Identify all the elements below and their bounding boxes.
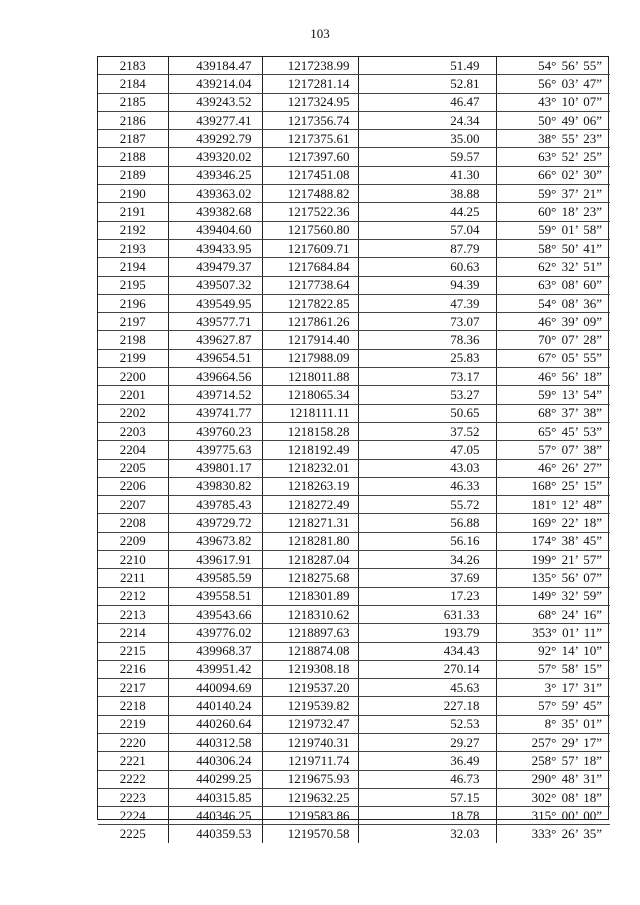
table-row (98, 624, 610, 642)
distance-cell: 25.83 (358, 349, 496, 367)
x-coordinate-cell: 439507.32 (168, 276, 262, 294)
point-number-cell: 2217 (98, 679, 168, 697)
x-coordinate-cell: 439673.82 (168, 532, 262, 550)
table-row (98, 788, 610, 806)
bearing-cell: 3° 17’ 31” (496, 679, 610, 697)
point-number-cell: 2185 (98, 93, 168, 111)
distance-cell: 631.33 (358, 605, 496, 623)
y-coordinate-cell: 1218281.80 (262, 532, 358, 550)
distance-cell: 78.36 (358, 331, 496, 349)
y-coordinate-cell: 1219537.20 (262, 679, 358, 697)
table-row (98, 349, 610, 367)
table-row (98, 75, 610, 93)
x-coordinate-cell: 440094.69 (168, 679, 262, 697)
distance-cell: 59.57 (358, 148, 496, 166)
y-coordinate-cell: 1217560.80 (262, 221, 358, 239)
y-coordinate-cell: 1218065.34 (262, 386, 358, 404)
distance-cell: 87.79 (358, 239, 496, 257)
table-row (98, 770, 610, 788)
y-coordinate-cell: 1218263.19 (262, 477, 358, 495)
bearing-cell: 66° 02’ 30” (496, 166, 610, 184)
bearing-cell: 68° 37’ 38” (496, 404, 610, 422)
bearing-cell: 60° 18’ 23” (496, 203, 610, 221)
x-coordinate-cell: 439585.59 (168, 569, 262, 587)
distance-cell: 56.16 (358, 532, 496, 550)
point-number-cell: 2204 (98, 441, 168, 459)
table-row (98, 697, 610, 715)
distance-cell: 51.49 (358, 57, 496, 75)
bearing-cell: 333° 26’ 35” (531, 826, 602, 842)
distance-cell: 18.78 (358, 807, 496, 825)
distance-cell: 47.05 (358, 441, 496, 459)
x-coordinate-cell: 440312.58 (168, 733, 262, 751)
x-coordinate-cell: 439577.71 (168, 313, 262, 331)
x-coordinate-cell: 439654.51 (168, 349, 262, 367)
bearing-cell: 199° 21’ 57” (496, 551, 610, 569)
table-row (98, 276, 610, 294)
table-row (98, 514, 610, 532)
bearing-cell: 54° 56’ 55” (496, 57, 610, 75)
point-number-cell: 2206 (98, 477, 168, 495)
bearing-cell: 63° 52’ 25” (496, 148, 610, 166)
bearing-cell: 63° 08’ 60” (496, 276, 610, 294)
x-coordinate-cell: 439775.63 (168, 441, 262, 459)
x-coordinate-cell: 439320.02 (168, 148, 262, 166)
bearing-cell: 257° 29’ 17” (496, 733, 610, 751)
point-number-cell: 2187 (98, 130, 168, 148)
bearing-cell: 169° 22’ 18” (496, 514, 610, 532)
y-coordinate-cell: 1217914.40 (262, 331, 358, 349)
distance-cell: 24.34 (358, 111, 496, 129)
point-number-cell: 2192 (98, 221, 168, 239)
point-number-cell: 2207 (98, 496, 168, 514)
x-coordinate-cell: 440299.25 (168, 770, 262, 788)
table-row (98, 239, 610, 257)
distance-cell: 46.47 (358, 93, 496, 111)
point-number-cell: 2224 (98, 807, 168, 825)
bearing-cell: 57° 59’ 45” (496, 697, 610, 715)
bearing-cell: 56° 03’ 47” (496, 75, 610, 93)
table-row (98, 422, 610, 440)
table-row (98, 404, 610, 422)
point-number-cell: 2184 (98, 75, 168, 93)
distance-cell: 56.88 (358, 514, 496, 532)
x-coordinate-cell: 439184.47 (168, 57, 262, 75)
y-coordinate-cell: 1218192.49 (262, 441, 358, 459)
y-coordinate-cell: 1219711.74 (262, 752, 358, 770)
distance-cell: 57.04 (358, 221, 496, 239)
point-number-cell: 2198 (98, 331, 168, 349)
distance-cell: 55.72 (358, 496, 496, 514)
bearing-cell: 70° 07’ 28” (496, 331, 610, 349)
x-coordinate-cell: 439627.87 (168, 331, 262, 349)
y-coordinate-cell: 1219570.58 (262, 825, 358, 843)
point-number-cell: 2200 (98, 368, 168, 386)
y-coordinate-cell: 1217451.08 (262, 166, 358, 184)
bearing-cell: 92° 14’ 10” (496, 642, 610, 660)
table-row (98, 532, 610, 550)
x-coordinate-cell: 439729.72 (168, 514, 262, 532)
point-number-cell: 2214 (98, 624, 168, 642)
table-row (98, 368, 610, 386)
bearing-cell: 315° 00’ 00” (496, 807, 610, 825)
bearing-cell: 59° 01’ 58” (496, 221, 610, 239)
x-coordinate-cell: 439951.42 (168, 660, 262, 678)
bearing-cell: 135° 56’ 07” (496, 569, 610, 587)
distance-cell: 41.30 (358, 166, 496, 184)
x-coordinate-cell: 440346.25 (168, 807, 262, 825)
y-coordinate-cell: 1217738.64 (262, 276, 358, 294)
bearing-cell: 258° 57’ 18” (496, 752, 610, 770)
bearing-cell: 8° 35’ 01” (496, 715, 610, 733)
distance-cell: 34.26 (358, 551, 496, 569)
table-row (98, 605, 610, 623)
bearing-cell: 353° 01’ 11” (496, 624, 610, 642)
bearing-cell: 50° 49’ 06” (496, 111, 610, 129)
point-number-cell: 2222 (98, 770, 168, 788)
bearing-cell: 54° 08’ 36” (496, 294, 610, 312)
y-coordinate-cell: 1217822.85 (262, 294, 358, 312)
y-coordinate-cell: 1219732.47 (262, 715, 358, 733)
distance-cell: 94.39 (358, 276, 496, 294)
bearing-cell: 58° 50’ 41” (496, 239, 610, 257)
x-coordinate-cell: 439617.91 (168, 551, 262, 569)
point-number-cell: 2196 (98, 294, 168, 312)
bearing-cell: 174° 38’ 45” (496, 532, 610, 550)
table-row (98, 57, 610, 75)
x-coordinate-cell: 439549.95 (168, 294, 262, 312)
table-row (98, 331, 610, 349)
y-coordinate-cell: 1219740.31 (262, 733, 358, 751)
y-coordinate-cell: 1219632.25 (262, 788, 358, 806)
y-coordinate-cell: 1218158.28 (262, 422, 358, 440)
x-coordinate-cell: 439558.51 (168, 587, 262, 605)
point-number-cell: 2205 (98, 459, 168, 477)
x-coordinate-cell: 439801.17 (168, 459, 262, 477)
table-row (98, 294, 610, 312)
distance-cell: 46.73 (358, 770, 496, 788)
distance-cell: 46.33 (358, 477, 496, 495)
bearing-cell: 38° 55’ 23” (496, 130, 610, 148)
y-coordinate-cell: 1218275.68 (262, 569, 358, 587)
y-coordinate-cell: 1217375.61 (262, 130, 358, 148)
table-row (98, 441, 610, 459)
table-row (98, 587, 610, 605)
bearing-cell: 181° 12’ 48” (496, 496, 610, 514)
x-coordinate-cell: 439382.68 (168, 203, 262, 221)
table-row (98, 660, 610, 678)
table-row (98, 715, 610, 733)
y-coordinate-cell: 1218271.31 (262, 514, 358, 532)
point-number-cell: 2216 (98, 660, 168, 678)
x-coordinate-cell: 440359.53 (168, 825, 262, 843)
bearing-cell: 43° 10’ 07” (496, 93, 610, 111)
x-coordinate-cell: 439479.37 (168, 258, 262, 276)
x-coordinate-cell: 439543.66 (168, 605, 262, 623)
distance-cell: 37.52 (358, 422, 496, 440)
bearing-cell: 46° 56’ 18” (496, 368, 610, 386)
bearing-cell: 290° 48’ 31” (496, 770, 610, 788)
point-number-cell: 2220 (98, 733, 168, 751)
distance-cell: 29.27 (358, 733, 496, 751)
table-row (98, 221, 610, 239)
y-coordinate-cell: 1219583.86 (262, 807, 358, 825)
point-number-cell: 2197 (98, 313, 168, 331)
x-coordinate-cell: 439433.95 (168, 239, 262, 257)
y-coordinate-cell: 1217684.84 (262, 258, 358, 276)
point-number-cell: 2186 (98, 111, 168, 129)
table-row (98, 313, 610, 331)
table-row (98, 642, 610, 660)
bearing-cell: 68° 24’ 16” (496, 605, 610, 623)
bearing-cell: 62° 32’ 51” (496, 258, 610, 276)
bearing-cell: 149° 32’ 59” (496, 587, 610, 605)
x-coordinate-cell: 439243.52 (168, 93, 262, 111)
point-number-cell: 2190 (98, 185, 168, 203)
distance-cell: 45.63 (358, 679, 496, 697)
y-coordinate-cell: 1218301.89 (262, 587, 358, 605)
point-number-cell: 2191 (98, 203, 168, 221)
table-row (98, 459, 610, 477)
x-coordinate-cell: 439363.02 (168, 185, 262, 203)
point-number-cell: 2211 (98, 569, 168, 587)
bearing-cell: 67° 05’ 55” (496, 349, 610, 367)
point-number-cell: 2218 (98, 697, 168, 715)
table-body (98, 57, 610, 843)
distance-cell: 73.17 (358, 368, 496, 386)
point-number-cell: 2183 (98, 57, 168, 75)
bearing-cell: 59° 13’ 54” (496, 386, 610, 404)
distance-cell: 50.65 (358, 404, 496, 422)
table-row (98, 148, 610, 166)
table-row (98, 185, 610, 203)
distance-cell: 38.88 (358, 185, 496, 203)
table-row (98, 569, 610, 587)
y-coordinate-cell: 1218897.63 (262, 624, 358, 642)
point-number-cell: 2221 (98, 752, 168, 770)
point-number-cell: 2194 (98, 258, 168, 276)
table-row (98, 166, 610, 184)
table-row (98, 93, 610, 111)
x-coordinate-cell: 439968.37 (168, 642, 262, 660)
bearing-cell: 57° 07’ 38” (496, 441, 610, 459)
table-row (98, 477, 610, 495)
table-row (98, 825, 610, 843)
y-coordinate-cell: 1219675.93 (262, 770, 358, 788)
distance-cell: 32.03 (358, 825, 496, 843)
y-coordinate-cell: 1217988.09 (262, 349, 358, 367)
x-coordinate-cell: 439741.77 (168, 404, 262, 422)
point-number-cell: 2203 (98, 422, 168, 440)
x-coordinate-cell: 439214.04 (168, 75, 262, 93)
distance-cell: 73.07 (358, 313, 496, 331)
y-coordinate-cell: 1217356.74 (262, 111, 358, 129)
y-coordinate-cell: 1217281.14 (262, 75, 358, 93)
table-row (98, 551, 610, 569)
y-coordinate-cell: 1218011.88 (262, 368, 358, 386)
distance-cell: 35.00 (358, 130, 496, 148)
table-row (98, 496, 610, 514)
y-coordinate-cell: 1218111.11 (262, 404, 358, 422)
distance-cell: 43.03 (358, 459, 496, 477)
y-coordinate-cell: 1217522.36 (262, 203, 358, 221)
x-coordinate-cell: 439785.43 (168, 496, 262, 514)
x-coordinate-cell: 439346.25 (168, 166, 262, 184)
table-row (98, 203, 610, 221)
x-coordinate-cell: 439714.52 (168, 386, 262, 404)
bearing-cell: 57° 58’ 15” (496, 660, 610, 678)
point-number-cell: 2195 (98, 276, 168, 294)
x-coordinate-cell: 439664.56 (168, 368, 262, 386)
bearing-cell: 302° 08’ 18” (496, 788, 610, 806)
y-coordinate-cell: 1217238.99 (262, 57, 358, 75)
coordinates-table-frame (97, 56, 609, 842)
bearing-cell: 46° 26’ 27” (496, 459, 610, 477)
point-number-cell: 2219 (98, 715, 168, 733)
distance-cell: 37.69 (358, 569, 496, 587)
x-coordinate-cell: 439830.82 (168, 477, 262, 495)
y-coordinate-cell: 1217609.71 (262, 239, 358, 257)
y-coordinate-cell: 1217488.82 (262, 185, 358, 203)
distance-cell: 52.53 (358, 715, 496, 733)
table-row (98, 258, 610, 276)
point-number-cell: 2188 (98, 148, 168, 166)
point-number-cell: 2189 (98, 166, 168, 184)
distance-cell: 60.63 (358, 258, 496, 276)
bearing-cell: 46° 39’ 09” (496, 313, 610, 331)
distance-cell: 44.25 (358, 203, 496, 221)
x-coordinate-cell: 439277.41 (168, 111, 262, 129)
x-coordinate-cell: 439292.79 (168, 130, 262, 148)
point-number-cell: 2225 (98, 825, 168, 843)
point-number-cell: 2210 (98, 551, 168, 569)
point-number-cell: 2199 (98, 349, 168, 367)
point-number-cell: 2212 (98, 587, 168, 605)
point-number-cell: 2209 (98, 532, 168, 550)
bearing-cell: 168° 25’ 15” (496, 477, 610, 495)
distance-cell: 193.79 (358, 624, 496, 642)
table-row (98, 752, 610, 770)
y-coordinate-cell: 1218310.62 (262, 605, 358, 623)
distance-cell: 47.39 (358, 294, 496, 312)
distance-cell: 270.14 (358, 660, 496, 678)
distance-cell: 17.23 (358, 587, 496, 605)
table-row (98, 807, 610, 825)
distance-cell: 57.15 (358, 788, 496, 806)
y-coordinate-cell: 1217861.26 (262, 313, 358, 331)
x-coordinate-cell: 440306.24 (168, 752, 262, 770)
y-coordinate-cell: 1218287.04 (262, 551, 358, 569)
point-number-cell: 2213 (98, 605, 168, 623)
x-coordinate-cell: 439760.23 (168, 422, 262, 440)
y-coordinate-cell: 1219308.18 (262, 660, 358, 678)
bearing-cell: 59° 37’ 21” (496, 185, 610, 203)
y-coordinate-cell: 1218874.08 (262, 642, 358, 660)
y-coordinate-cell: 1217324.95 (262, 93, 358, 111)
distance-cell: 227.18 (358, 697, 496, 715)
table-row (98, 733, 610, 751)
point-number-cell: 2208 (98, 514, 168, 532)
point-number-cell: 2193 (98, 239, 168, 257)
point-number-cell: 2223 (98, 788, 168, 806)
table-row (98, 130, 610, 148)
distance-cell: 53.27 (358, 386, 496, 404)
y-coordinate-cell: 1217397.60 (262, 148, 358, 166)
distance-cell: 52.81 (358, 75, 496, 93)
table-row (98, 679, 610, 697)
y-coordinate-cell: 1218232.01 (262, 459, 358, 477)
distance-cell: 36.49 (358, 752, 496, 770)
x-coordinate-cell: 440140.24 (168, 697, 262, 715)
x-coordinate-cell: 440260.64 (168, 715, 262, 733)
point-number-cell: 2201 (98, 386, 168, 404)
bearing-cell: 65° 45’ 53” (496, 422, 610, 440)
x-coordinate-cell: 440315.85 (168, 788, 262, 806)
page-number: 103 (310, 26, 330, 41)
point-number-cell: 2215 (98, 642, 168, 660)
table-row (98, 111, 610, 129)
y-coordinate-cell: 1218272.49 (262, 496, 358, 514)
x-coordinate-cell: 439776.02 (168, 624, 262, 642)
y-coordinate-cell: 1219539.82 (262, 697, 358, 715)
coordinates-table (98, 57, 610, 843)
point-number-cell: 2202 (98, 404, 168, 422)
x-coordinate-cell: 439404.60 (168, 221, 262, 239)
table-row (98, 386, 610, 404)
distance-cell: 434.43 (358, 642, 496, 660)
